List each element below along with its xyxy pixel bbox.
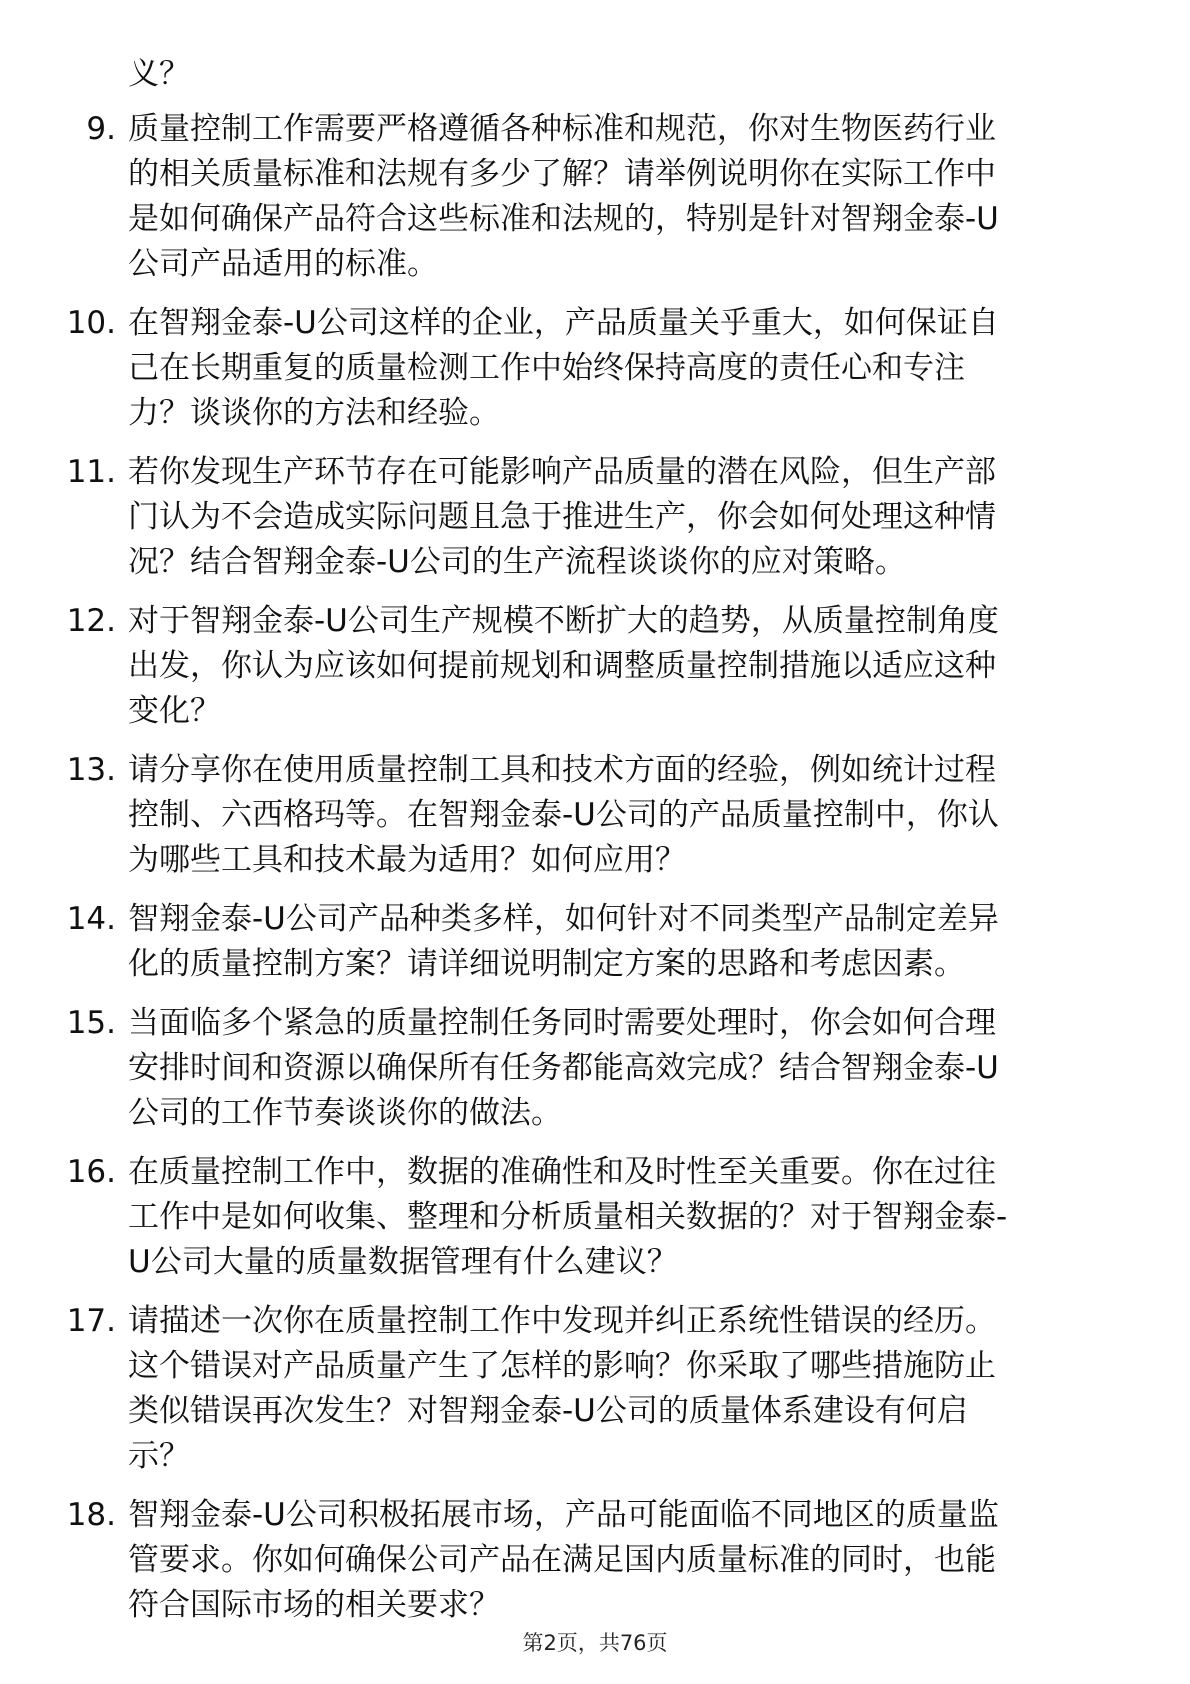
- question-text-line: 力？谈谈你的方法和经验。: [128, 395, 500, 431]
- question-number: 16.: [66, 1154, 116, 1190]
- question-number: 14.: [66, 901, 116, 937]
- question-item: [0, 301, 1190, 436]
- question-text-line: 在质量控制工作中，数据的准确性和及时性至关重要。你在过往: [128, 1154, 996, 1190]
- question-text-line: 请分享你在使用质量控制工具和技术方面的经验，例如统计过程: [128, 752, 996, 788]
- question-text-line: 符合国际市场的相关要求？: [128, 1587, 500, 1623]
- question-text-line: 为哪些工具和技术最为适用？如何应用？: [128, 842, 686, 878]
- question-item: [0, 897, 1190, 987]
- question-number: 12.: [66, 603, 116, 639]
- question-item: [0, 1001, 1190, 1136]
- question-number: 18.: [66, 1497, 116, 1533]
- question-text-line: U公司大量的质量数据管理有什么建议？: [128, 1244, 678, 1280]
- question-item: [0, 1150, 1190, 1285]
- question-text-line: 工作中是如何收集、整理和分析质量相关数据的？对于智翔金泰-: [128, 1199, 1008, 1235]
- question-text-line: 智翔金泰-U公司产品种类多样，如何针对不同类型产品制定差异: [128, 901, 999, 937]
- question-number: 17.: [66, 1303, 116, 1339]
- question-text-line: 请描述一次你在质量控制工作中发现并纠正系统性错误的经历。: [128, 1303, 996, 1339]
- question-text-line: 安排时间和资源以确保所有任务都能高效完成？结合智翔金泰-U: [128, 1050, 999, 1086]
- question-item: [0, 599, 1190, 734]
- question-text-line: 质量控制工作需要严格遵循各种标准和规范，你对生物医药行业: [128, 111, 996, 147]
- question-text-line: 管要求。你如何确保公司产品在满足国内质量标准的同时，也能: [128, 1542, 996, 1578]
- question-number: 10.: [66, 305, 116, 341]
- question-item: [0, 450, 1190, 585]
- question-text-line: 当面临多个紧急的质量控制任务同时需要处理时，你会如何合理: [128, 1005, 996, 1041]
- question-text-line: 己在长期重复的质量检测工作中始终保持高度的责任心和专注: [128, 350, 965, 386]
- question-text-line: 是如何确保产品符合这些标准和法规的，特别是针对智翔金泰-U: [128, 201, 999, 237]
- question-text-line: 这个错误对产品质量产生了怎样的影响？你采取了哪些措施防止: [128, 1348, 996, 1384]
- question-number: 11.: [66, 454, 116, 490]
- question-item: [0, 1493, 1190, 1628]
- question-text-line: 出发，你认为应该如何提前规划和调整质量控制措施以适应这种: [128, 648, 996, 684]
- question-text-line: 控制、六西格玛等。在智翔金泰-U公司的产品质量控制中，你认: [128, 797, 999, 833]
- question-text-line: 门认为不会造成实际问题且急于推进生产，你会如何处理这种情: [128, 499, 996, 535]
- question-text-line: 公司的工作节奏谈谈你的做法。: [128, 1095, 562, 1131]
- question-number: 13.: [66, 752, 116, 788]
- question-text-line: 对于智翔金泰-U公司生产规模不断扩大的趋势，从质量控制角度: [128, 603, 999, 639]
- question-text-line: 公司产品适用的标准。: [128, 246, 438, 282]
- question-list: [0, 107, 1190, 1642]
- question-item: [0, 748, 1190, 883]
- question-item: [0, 1299, 1190, 1479]
- question-text-line: 在智翔金泰-U公司这样的企业，产品质量关乎重大，如何保证自: [128, 305, 999, 341]
- question-text-line: 变化？: [128, 693, 221, 729]
- question-text-line: 智翔金泰-U公司积极拓展市场，产品可能面临不同地区的质量监: [128, 1497, 999, 1533]
- question-text-line: 的相关质量标准和法规有多少了解？请举例说明你在实际工作中: [128, 156, 996, 192]
- question-number: 9.: [86, 111, 116, 147]
- question-text-line: 类似错误再次发生？对智翔金泰-U公司的质量体系建设有何启: [128, 1393, 968, 1429]
- question-text-line: 况？结合智翔金泰-U公司的生产流程谈谈你的应对策略。: [128, 544, 906, 580]
- question-number: 15.: [66, 1005, 116, 1041]
- question-item: [0, 107, 1190, 287]
- question-text-line: 示？: [128, 1438, 190, 1474]
- continued-text: 义？: [128, 56, 190, 92]
- question-text-line: 化的质量控制方案？请详细说明制定方案的思路和考虑因素。: [128, 946, 965, 982]
- page-footer: 第2页，共76页: [522, 1631, 668, 1655]
- question-text-line: 若你发现生产环节存在可能影响产品质量的潜在风险，但生产部: [128, 454, 996, 490]
